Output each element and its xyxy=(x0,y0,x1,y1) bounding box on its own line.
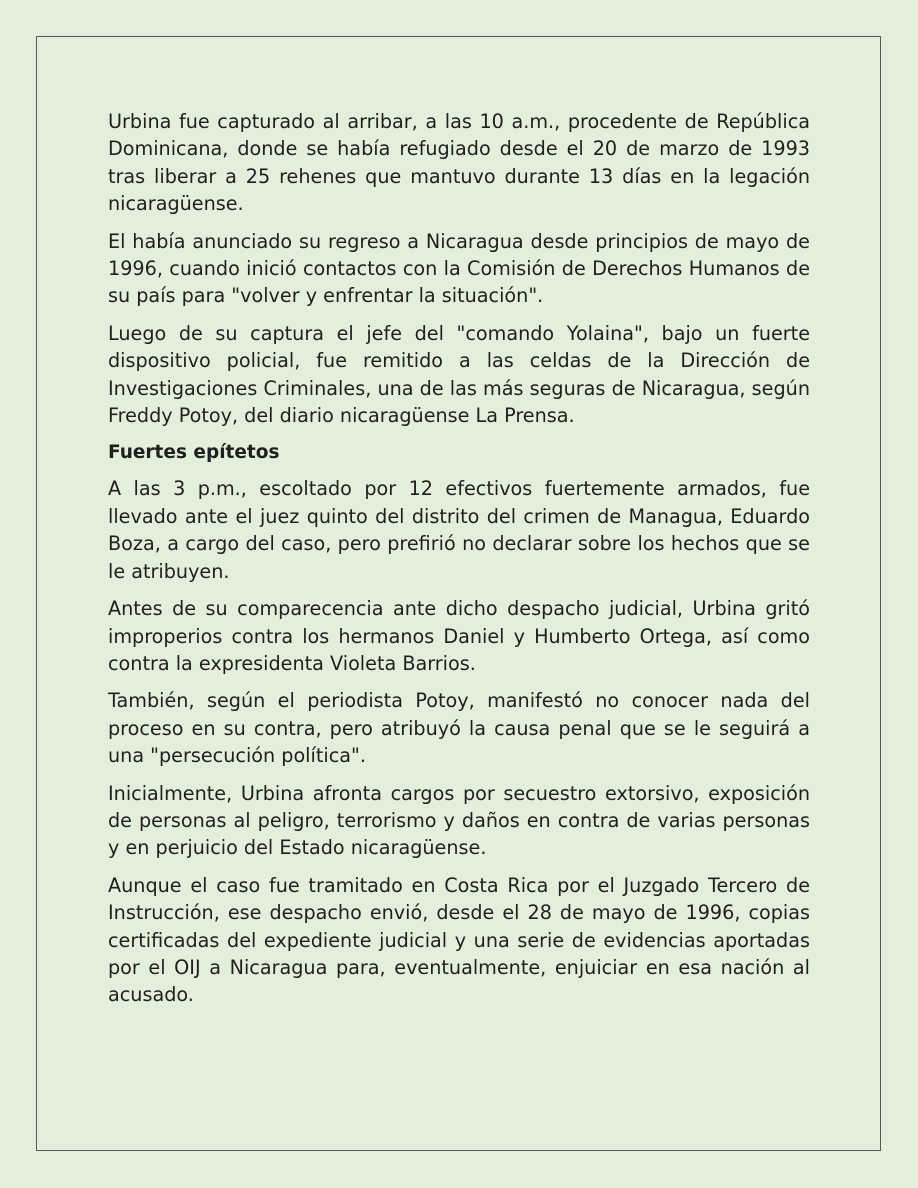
paragraph-capture: Urbina fue capturado al arribar, a las 10 a.m., procedente de República Dominicana, donde se había refugiado desde el 20 de marzo de 1993 tras liberar a 25 rehenes que mantuvo durante 13 días en la legación nicaragüense. xyxy=(108,110,810,216)
paragraph-charges: Inicialmente, Urbina afronta cargos por secuestro extorsivo, exposición de personas al peligro, terrorismo y daños en contra de varias personas y en perjuicio del Estado nicaragüense. xyxy=(108,781,810,860)
paragraph-court-appearance: A las 3 p.m., escoltado por 12 efectivos fuertemente armados, fue llevado ante el juez quinto del distrito del crimen de Managua, Eduardo Boza, a cargo del caso, pero prefirió no declarar sobre los hechos que se le atribuyen. xyxy=(108,477,810,583)
paragraph-insults: Antes de su comparecencia ante dicho despacho judicial, Urbina gritó improperios contra los hermanos Daniel y Humberto Ortega, así como contra la expresidenta Violeta Barrios. xyxy=(108,597,810,675)
paragraph-detention: Luego de su captura el jefe del "comando Yolaina", bajo un fuerte dispositivo policial, fue remitido a las celdas de la Dirección de Investigaciones Criminales, una de las más seguras de Nicaragua, según Freddy Potoy, del diario nicaragüense La Prensa. xyxy=(108,321,810,428)
article-body xyxy=(108,108,810,1019)
section-heading: Fuertes epítetos xyxy=(108,442,280,464)
paragraph-political-persecution: También, según el periodista Potoy, manifestó no conocer nada del proceso en su contra, pero atribuyó la causa penal que se le seguirá a una "persecución política". xyxy=(108,689,810,768)
paragraph-costa-rica-case: Aunque el caso fue tramitado en Costa Rica por el Juzgado Tercero de Instrucción, ese despacho envió, desde el 28 de mayo de 1996, copias certificadas del expediente judicial y una serie de evidencias aportadas por el OIJ a Nicaragua para, eventualmente, enjuiciar en esa nación al acusado. xyxy=(108,873,810,1007)
paragraph-return-announcement: El había anunciado su regreso a Nicaragua desde principios de mayo de 1996, cuando inició contactos con la Comisión de Derechos Humanos de su país para "volver y enfrentar la situación". xyxy=(108,229,810,308)
